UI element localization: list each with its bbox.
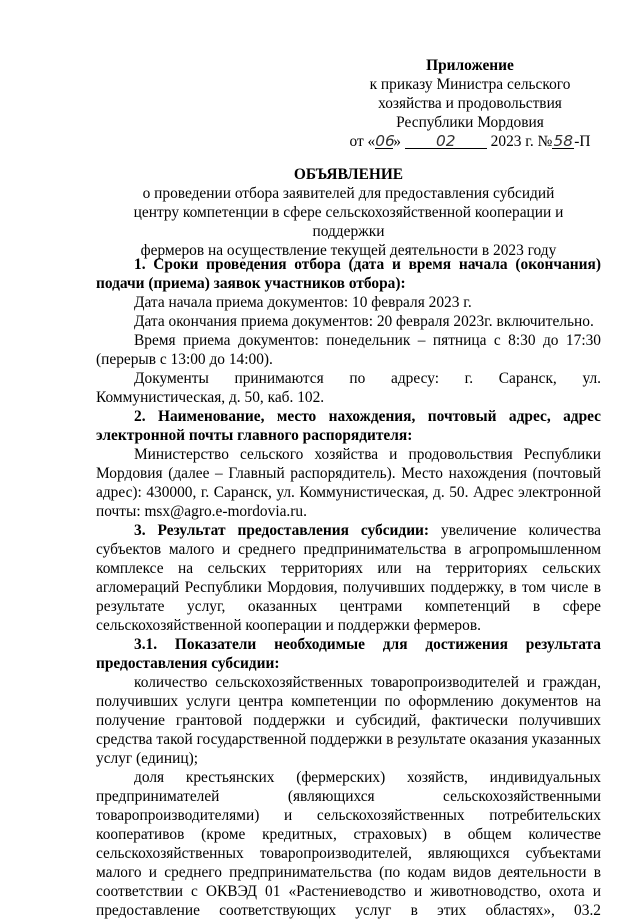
section-1-end-date: Дата окончания приема документов: 20 февраля 2023г. включительно.: [134, 313, 594, 330]
subtitle-line-1: о проведении отбора заявителей для предоставления субсидий: [142, 185, 555, 202]
handwritten-month: 02: [405, 134, 487, 149]
page-title: ОБЪЯВЛЕНИЕ: [293, 166, 404, 183]
section-1-heading: 1. Сроки проведения отбора (дата и время начала (окончания) подачи (приема) заявок участников отбора):: [96, 256, 601, 292]
date-prefix: от «: [349, 133, 376, 150]
appendix-line-1: к приказу Министра сельского: [369, 76, 571, 93]
page-subtitle: [96, 184, 601, 260]
number-suffix: -П: [574, 133, 591, 150]
subtitle-line-2: центру компетенции в сфере сельскохозяйственной кооперации и поддержки: [133, 204, 564, 240]
handwritten-number: 58: [553, 132, 574, 150]
handwritten-day: 06: [375, 132, 395, 150]
section-2-text: Министерство сельского хозяйства и продовольствия Республики Мордовия (далее – Главный распорядитель). Место нахождения (почтовый адрес): 430000, г. Саранск, ул. Коммунистическая, д. 50. Адрес электронной почты: msx@agro.e-mordovia.ru.: [96, 446, 601, 520]
appendix-line-2: хозяйства и продовольствия: [378, 95, 562, 112]
section-1-address: Документы принимаются по адресу: г. Саранск, ул. Коммунистическая, д. 50, каб. 102.: [96, 370, 601, 406]
section-3-text: увеличение количества субъектов малого и среднего предпринимательства в агропромышленном комплексе на сельских территориях или на территориях сельских агломераций Республики Мордовия, получивших поддержку, в том числе в результате услуг, оказанных центрами компетенций в сфере сельскохозяйственной кооперации и поддержки фермеров.: [96, 522, 602, 634]
appendix-block: [340, 56, 600, 151]
section-1-start-date: Дата начала приема документов: 10 февраля 2023 г.: [134, 294, 472, 311]
section-3-heading: 3. Результат предоставления субсидии:: [134, 522, 430, 539]
section-3-1-heading: 3.1. Показатели необходимые для достижения результата предоставления субсидии:: [96, 636, 601, 672]
section-3-1-item-1: количество сельскохозяйственных товаропроизводителей и граждан, получивших услуги центра компетенции по оформлению документов на получение грантовой поддержки и субсидий, фактически получивших средства такой государственной поддержки в результате оказания указанных услуг (единиц);: [96, 674, 601, 767]
date-mid: »: [393, 133, 401, 150]
appendix-line-3: Республики Мордовия: [396, 114, 544, 131]
section-3-1-item-2: доля крестьянских (фермерских) хозяйств, индивидуальных предпринимателей (являющихся сельскохозяйственными товаропроизводителями) и сельскохозяйственных потребительских кооперативов (кроме кредитных, страховых) в общем количестве сельскохозяйственных товаропроизводителей, являющихся субъектами малого и среднего предпринимательства (по кодам видов деятельности в соответствии с ОКВЭД 01 «Растениеводство и животноводство, охота и предоставление соответствующих услуг в этих областях», 03.2: [96, 769, 601, 919]
section-3-paragraph: [96, 521, 601, 635]
section-2-heading: 2. Наименование, место нахождения, почтовый адрес, адрес электронной почты главного распорядителя:: [96, 408, 601, 444]
appendix-title: Приложение: [426, 57, 514, 74]
document-body: [96, 255, 601, 920]
subtitle-line-3: фермеров на осуществление текущей деятельности в 2023 году: [140, 242, 557, 259]
order-date-line: [340, 132, 600, 151]
section-1-time: Время приема документов: понедельник – пятница с 8:30 до 17:30 (перерыв с 13:00 до 14:00).: [96, 332, 601, 368]
year-text: 2023 г. №: [490, 133, 553, 150]
